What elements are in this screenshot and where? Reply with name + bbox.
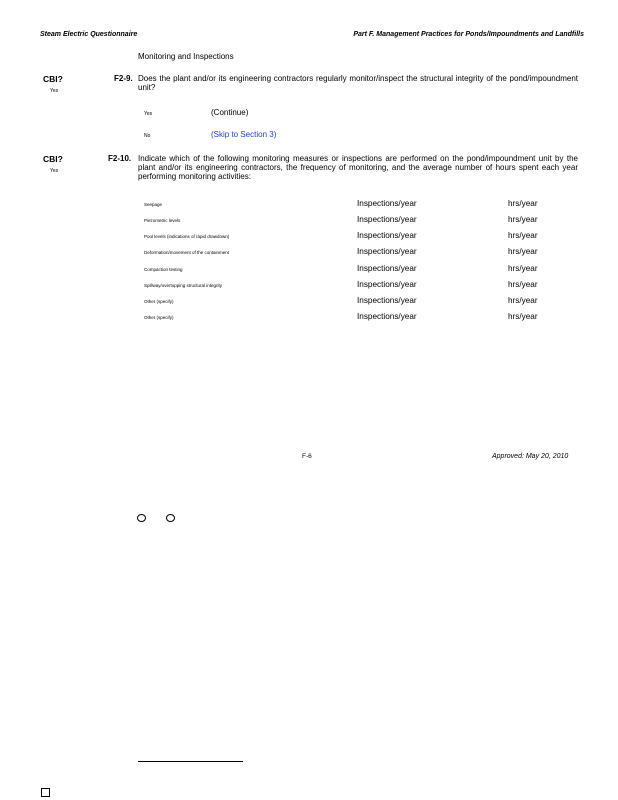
cbi-label: CBI? xyxy=(43,154,63,164)
inspections-field[interactable]: Inspections/year xyxy=(357,231,417,240)
question-text: Does the plant and/or its engineering contractors regularly monitor/inspect the structural integrity of the pond/impoundment unit? xyxy=(138,74,578,92)
header-right: Part F. Management Practices for Ponds/Impoundments and Landfills xyxy=(353,31,584,38)
skip-to-section-link[interactable]: (Skip to Section 3) xyxy=(211,130,277,139)
inspections-field[interactable]: Inspections/year xyxy=(357,199,417,208)
header-left: Steam Electric Questionnaire xyxy=(40,31,138,38)
hours-field[interactable]: hrs/year xyxy=(508,215,538,224)
row-label: Spillway/overtopping structural integrity xyxy=(144,283,223,288)
inspections-field[interactable]: Inspections/year xyxy=(357,312,417,321)
row-label: Other (specify) xyxy=(144,299,174,304)
hours-field[interactable]: hrs/year xyxy=(508,264,538,273)
hours-field[interactable]: hrs/year xyxy=(508,199,538,208)
row-label: Compaction testing xyxy=(144,267,183,272)
radio-button[interactable] xyxy=(166,514,175,522)
cbi-yes-checkbox[interactable]: Yes xyxy=(50,168,59,174)
option-yes[interactable]: Yes xyxy=(144,111,153,117)
cbi-label: CBI? xyxy=(43,74,63,84)
section-title: Monitoring and Inspections xyxy=(138,52,234,61)
option-yes-note: (Continue) xyxy=(211,108,249,117)
row-label: Other (specify) xyxy=(144,315,174,320)
inspections-field[interactable]: Inspections/year xyxy=(357,296,417,305)
inspections-field[interactable]: Inspections/year xyxy=(357,247,417,256)
question-number: F2-10. xyxy=(108,154,132,163)
hours-field[interactable]: hrs/year xyxy=(508,247,538,256)
hours-field[interactable]: hrs/year xyxy=(508,296,538,305)
hours-field[interactable]: hrs/year xyxy=(508,231,538,240)
inspections-field[interactable]: Inspections/year xyxy=(357,215,417,224)
row-label: Seepage xyxy=(144,202,163,207)
hours-field[interactable]: hrs/year xyxy=(508,280,538,289)
inspections-field[interactable]: Inspections/year xyxy=(357,264,417,273)
question-number: F2-9. xyxy=(114,74,133,83)
footnote-rule xyxy=(138,761,243,762)
page-number: F-6 xyxy=(302,453,312,460)
checkbox[interactable] xyxy=(41,788,50,797)
approval-date: Approved: May 20, 2010 xyxy=(492,453,569,460)
row-label: Piezometric levels xyxy=(144,218,181,223)
hours-field[interactable]: hrs/year xyxy=(508,312,538,321)
row-label: Pool levels (indications of rapid drawdown) xyxy=(144,234,230,239)
row-label: Deformation/movement of the containment xyxy=(144,250,230,255)
option-no[interactable]: No xyxy=(144,133,151,139)
question-text: Indicate which of the following monitoring measures or inspections are performed on the pond/impoundment unit by the plant and/or its engineering contractors, the frequency of monitoring, and the average number of hours spent each year performing monitoring activities: xyxy=(138,154,578,181)
cbi-yes-checkbox[interactable]: Yes xyxy=(50,88,59,94)
inspections-field[interactable]: Inspections/year xyxy=(357,280,417,289)
radio-button[interactable] xyxy=(137,514,146,522)
